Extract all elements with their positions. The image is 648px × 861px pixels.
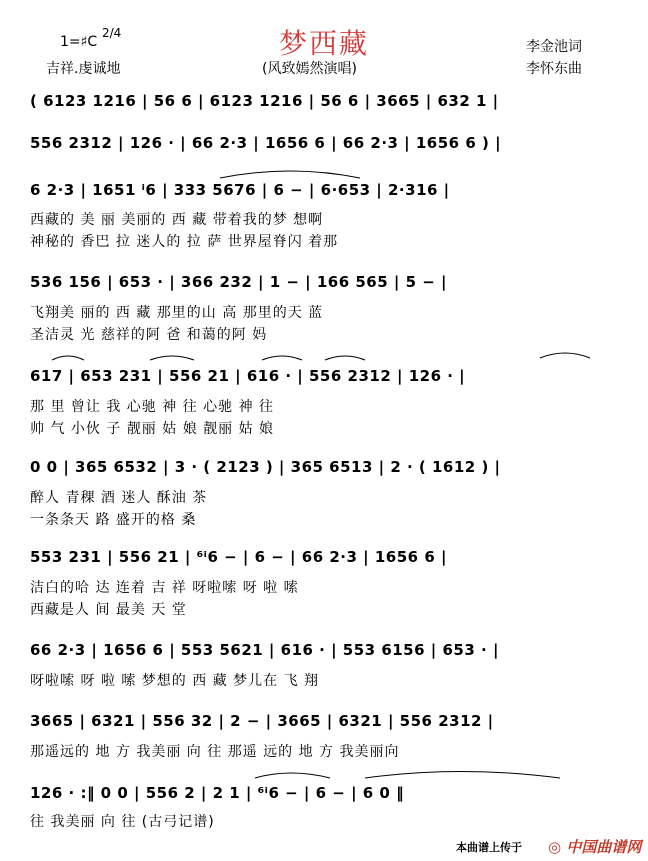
lyric-line: 西藏的 美 丽 美丽的 西 藏 带着我的梦 想啊 <box>30 212 324 228</box>
notation-row-6: 0 0 | 365 6532 | 3 · ( 2123 ) | 365 6513 | 2 · ( 1612 ) | <box>30 458 501 476</box>
lyric-line: 西藏是人 间 最美 天 堂 <box>30 602 187 618</box>
lyric-line: 往 我美丽 向 往 (古弓记谱) <box>30 814 215 830</box>
notation-row-8: 66 2·3 | 1656 6 | 553 5621 | 616 · | 553 6156 | 653 · | <box>30 641 499 659</box>
lyric-line: 那 里 曾让 我 心驰 神 往 心驰 神 往 <box>30 399 275 415</box>
site-logo-icon: ◎ <box>548 838 562 856</box>
lyric-line: 那遥远的 地 方 我美丽 向 往 那遥 远的 地 方 我美丽向 <box>30 744 400 760</box>
notation-row-4: 536 156 | 653 · | 366 232 | 1 − | 166 565 | 5 − | <box>30 273 448 291</box>
performer: (风致嫣然演唱) <box>262 61 357 77</box>
lyric-line: 飞翔美 丽的 西 藏 那里的山 高 那里的天 蓝 <box>30 305 324 321</box>
lyricist: 李金池词 <box>526 39 582 55</box>
lyric-line: 呀啦嗦 呀 啦 嗦 梦想的 西 藏 梦儿在 飞 翔 <box>30 673 320 689</box>
site-logo <box>548 836 641 857</box>
site-name: 中国曲谱网 <box>566 838 642 856</box>
notation-row-5: 617 | 653 231 | 556 21 | 616 · | 556 2312 | 126 · | <box>30 367 466 385</box>
composer: 李怀东曲 <box>526 61 582 77</box>
song-title: 梦西藏 <box>278 27 369 60</box>
notation-row-1: ( 6123 1216 | 56 6 | 6123 1216 | 56 6 | 3665 | 632 1 | <box>30 92 499 110</box>
lyric-line: 帅 气 小伙 子 靓丽 姑 娘 靓丽 姑 娘 <box>30 421 275 437</box>
notation-row-10: 126 · :‖ 0 0 | 556 2 | 2 1 | ⁶ⁱ6 − | 6 − | 6 0 ‖ <box>30 784 405 802</box>
upload-label: 本曲谱上传于 <box>456 841 522 854</box>
notation-row-9: 3665 | 6321 | 556 32 | 2 − | 3665 | 6321 | 556 2312 | <box>30 712 494 730</box>
lyric-line: 洁白的哈 达 连着 吉 祥 呀啦嗦 呀 啦 嗦 <box>30 580 299 596</box>
notation-row-7: 553 231 | 556 21 | ⁶ⁱ6 − | 6 − | 66 2·3 | 1656 6 | <box>30 548 447 566</box>
lyric-line: 神秘的 香巴 拉 迷人的 拉 萨 世界屋脊闪 着那 <box>30 234 339 250</box>
expression-mark: 吉祥.虔诚地 <box>46 61 121 77</box>
time-signature-value: 2/4 <box>102 26 122 40</box>
lyric-line: 一条条天 路 盛开的格 桑 <box>30 512 197 528</box>
notation-row-3: 6 2·3 | 1651 ⁱ6 | 333 5676 | 6 − | 6·653 | 2·316 | <box>30 181 450 199</box>
lyric-line: 圣洁灵 光 慈祥的阿 爸 和蔼的阿 妈 <box>30 327 268 343</box>
lyric-line: 醉人 青稞 酒 迷人 酥油 茶 <box>30 490 208 506</box>
key-signature: 1=♯C <box>60 34 98 50</box>
notation-row-2: 556 2312 | 126 · | 66 2·3 | 1656 6 | 66 2·3 | 1656 6 ) | <box>30 134 502 152</box>
